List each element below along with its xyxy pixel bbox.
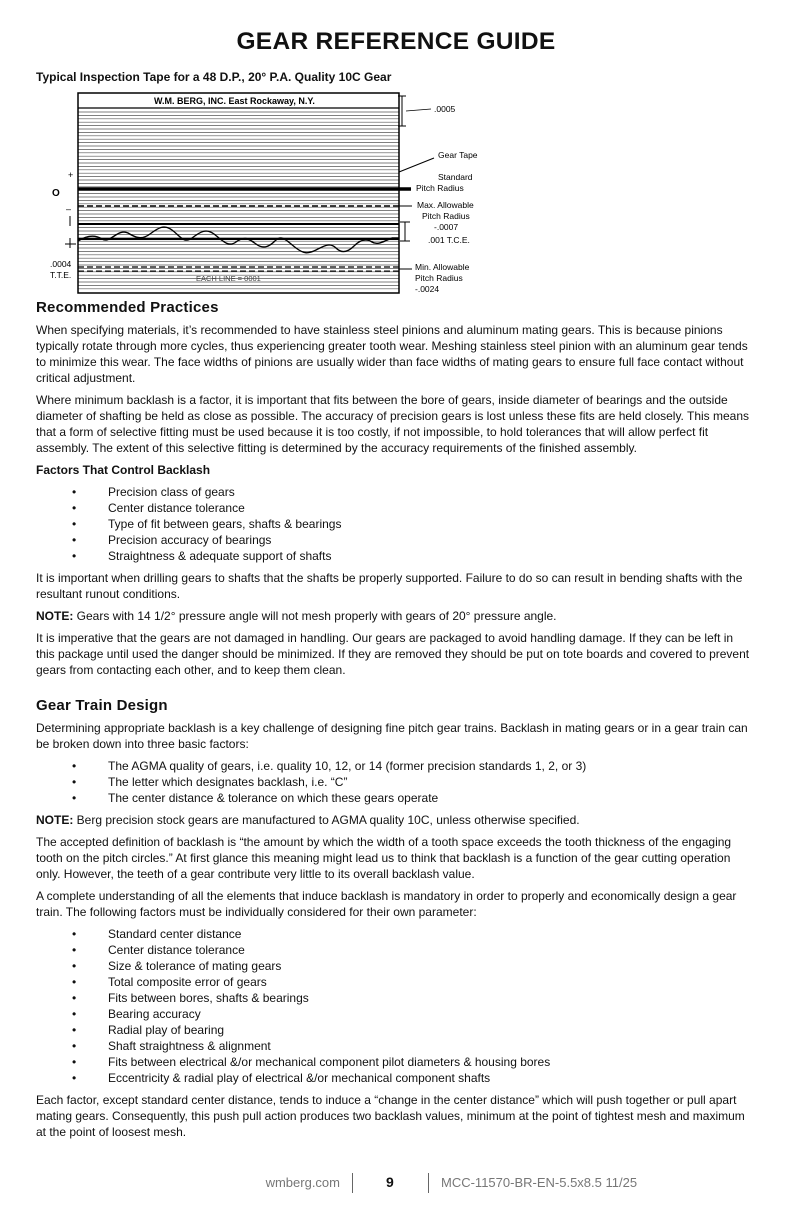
label-max-2: Pitch Radius [422,211,470,221]
train-p3: A complete understanding of all the elements that induce backlash is mandatory in order to properly and economically design a gear train. The following factors must be individually considered for their own parameter: [36,889,737,919]
label-max-3: -.0007 [434,222,459,232]
label-minus: – [66,204,72,214]
list-item: • Standard center distance [72,927,242,941]
label-min-3: -.0024 [415,284,440,294]
page-number: 9 [386,1174,394,1190]
label-gear-tape: Gear Tape [438,150,478,160]
footer-website[interactable]: wmberg.com [265,1175,340,1190]
list-item: • Center distance tolerance [72,501,245,515]
list-item: • Fits between bores, shafts & bearings [72,991,309,1005]
tape-lines [78,112,399,289]
list-item: • Bearing accuracy [72,1007,201,1021]
train-note: NOTE: Berg precision stock gears are manufactured to AGMA quality 10C, unless otherwise specified. [36,813,580,827]
list-item: • The AGMA quality of gears, i.e. quality 10, 12, or 14 (former precision standards 1, 2, or 3) [72,759,587,773]
recommended-p1: When specifying materials, it’s recommended to have stainless steel pinions and aluminum mating gears. This is because pinions typically rotate through more cycles, thus experiencing greater tooth wear. Meshing stainless steel pinion with an aluminum gear tends to minimize this wear. The face widths of pinions are usually wider than face widths of mating gears to ensure full face contact without critical adjustment. [36,323,748,385]
recommended-p4: It is imperative that the gears are not damaged in handling. Our gears are packaged to avoid handling damage. If they can be left in this package until used the danger should be minimized. If they are removed they should be put on tote boards and covered to prevent gears from contacting each other, and to keep them clean. [36,631,750,677]
inspection-tape-figure [36,88,486,296]
main-content [36,300,752,1146]
document-code: MCC-11570-BR-EN-5.5x8.5 11/25 [441,1175,638,1190]
train-p2: The accepted definition of backlash is “the amount by which the width of a tooth space exceeds the tooth thickness of the engaging tooth on the pitch circles.” At first glance this meaning might lead us to think that backlash is a function of the gear cutting operation only. However, the teeth of a gear contribute very little to its overall backlash value. [36,835,732,881]
train-heading: Gear Train Design [36,697,168,714]
list-item: • The letter which designates backlash, i.e. “C” [72,775,348,789]
train-p4: Each factor, except standard center distance, tends to induce a “change in the center distance” which will push together or pull apart mating gears. Consequently, this push pull action produces two backlash values, minimum at the point of tightest mesh and maximum at the point of loosest mesh. [36,1093,745,1139]
list-item: • Precision class of gears [72,485,235,499]
factors-heading: Factors That Control Backlash [36,463,211,477]
list-item: • Type of fit between gears, shafts & bearings [72,517,342,531]
list-item: • Fits between electrical &/or mechanical component pilot diameters & housing bores [72,1055,551,1069]
list-item: • The center distance & tolerance on which these gears operate [72,791,439,805]
factors-list [36,484,752,564]
scale-note: EACH LINE = 0001 [196,274,261,283]
recommended-p3: It is important when drilling gears to shafts that the shafts be properly supported. Failure to do so can result in bending shafts with the resultant runout conditions. [36,571,743,601]
figure-caption: Typical Inspection Tape for a 48 D.P., 20° P.A. Quality 10C Gear [36,70,392,84]
page-title: GEAR REFERENCE GUIDE [236,28,556,55]
label-standard: Standard [438,172,473,182]
train-factors-list [36,758,752,806]
list-item: • Straightness & adequate support of shafts [72,549,332,563]
label-standard-2: Pitch Radius [416,183,464,193]
tol-pointer [406,109,431,111]
label-tte-value: .0004 [50,259,72,269]
footer-divider [352,1173,353,1193]
gear-tape-pointer [399,158,434,172]
list-item: • Center distance tolerance [72,943,245,957]
list-item: • Shaft straightness & alignment [72,1039,271,1053]
list-item: • Eccentricity & radial play of electrical &/or mechanical component shafts [72,1071,491,1085]
label-max: Max. Allowable [417,200,474,210]
label-tolerance: .0005 [434,104,456,114]
list-item: • Precision accuracy of bearings [72,533,272,547]
label-zero: O [52,188,60,199]
recommended-note: NOTE: Gears with 14 1/2° pressure angle will not mesh properly with gears of 20° pressure angle. [36,609,557,623]
tape-border [78,93,399,293]
list-item: • Radial play of bearing [72,1023,225,1037]
footer-divider [428,1173,429,1193]
recommended-heading: Recommended Practices [36,299,219,316]
list-item: • Size & tolerance of mating gears [72,959,282,973]
label-plus: + [68,170,74,180]
tape-header: W.M. BERG, INC. East Rockaway, N.Y. [154,96,315,106]
label-min-2: Pitch Radius [415,273,463,283]
label-tte: T.T.E. [50,270,72,280]
train-elements-list [36,926,752,1086]
list-item: • Total composite error of gears [72,975,267,989]
recommended-p2: Where minimum backlash is a factor, it is important that fits between the bore of gears, inside diameter of bearings and the outside diameter of shafting be held as close as possible. The accuracy of precision gears is lost unless these fits are held closely. This means that a form of selective fitting must be used because it is too costly, if not impossible, to hold tolerances that will allow perfect fit assembly. The extent of this selective fitting is determined by the accuracy requirements of the finished assembly. [36,393,750,455]
label-min: Min. Allowable [415,262,470,272]
train-p1: Determining appropriate backlash is a key challenge of designing fine pitch gear trains. Backlash in mating gears or in a gear train can be broken down into three basic factors: [36,721,748,751]
label-tce: .001 T.C.E. [428,235,470,245]
